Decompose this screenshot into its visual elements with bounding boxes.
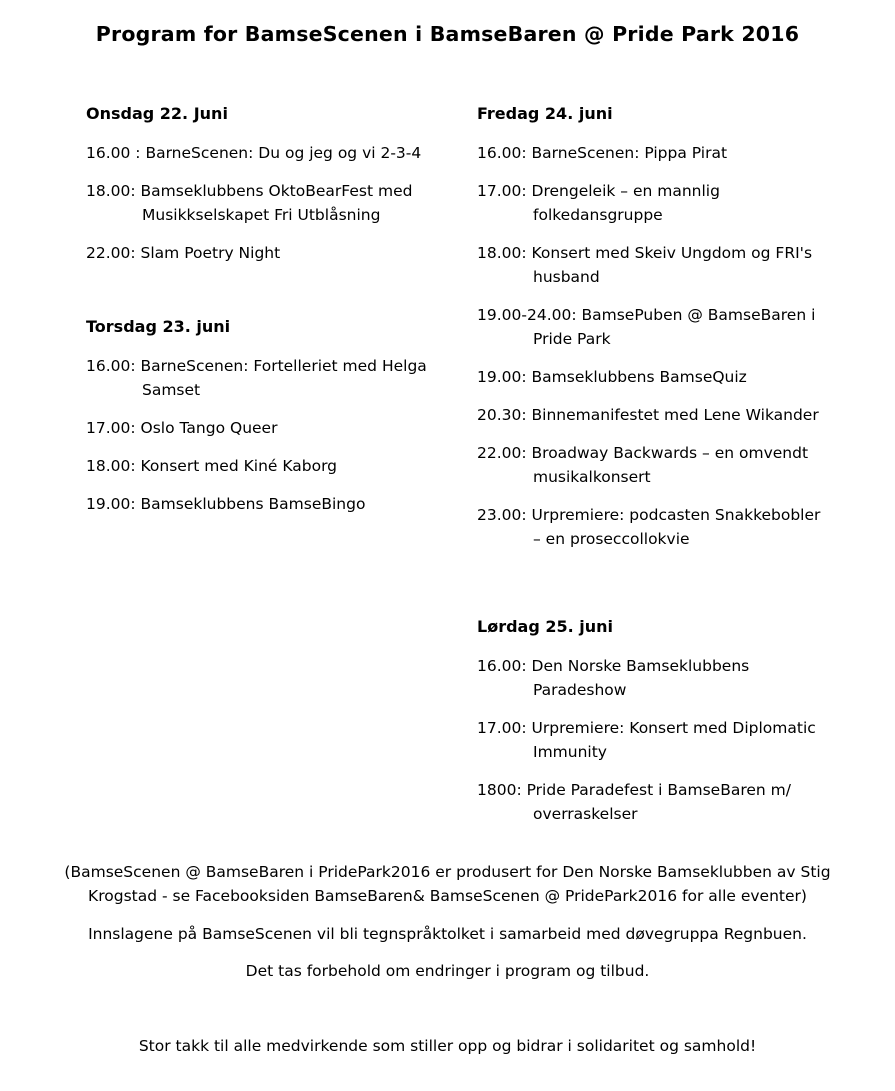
program-item: 18.00: Bamseklubbens OktoBearFest med Musikkselskapet Fri Utblåsning bbox=[86, 182, 413, 224]
day-thursday bbox=[86, 316, 486, 516]
program-item: 20.30: Binnemanifestet med Lene Wikander bbox=[477, 406, 819, 424]
day-heading: Onsdag 22. Juni bbox=[86, 104, 228, 123]
program-item: 19.00: Bamseklubbens BamseQuiz bbox=[477, 368, 747, 386]
program-item: 16.00: BarneScenen: Pippa Pirat bbox=[477, 144, 728, 162]
program-item: 17.00: Oslo Tango Queer bbox=[86, 419, 278, 437]
thanks-note: Stor takk til alle medvirkende som stiller opp og bidrar i solidaritet og samhold! bbox=[138, 1037, 757, 1055]
right-column bbox=[477, 103, 822, 840]
program-item: 23.00: Urpremiere: podcasten Snakkebobler – en proseccollokvie bbox=[477, 506, 821, 548]
program-item: 16.00: BarneScenen: Fortelleriet med Helga Samset bbox=[86, 357, 427, 399]
program-item: 16.00 : BarneScenen: Du og jeg og vi 2-3-4 bbox=[86, 144, 422, 162]
program-item: 17.00: Urpremiere: Konsert med Diplomatic Immunity bbox=[477, 719, 816, 761]
day-saturday bbox=[477, 616, 822, 826]
program-item: 22.00: Slam Poetry Night bbox=[86, 244, 281, 262]
program-item: 19.00-24.00: BamsePuben @ BamseBaren i Pride Park bbox=[477, 306, 816, 348]
disclaimer: Det tas forbehold om endringer i program og tilbud. bbox=[245, 962, 650, 980]
program-item: 18.00: Konsert med Kiné Kaborg bbox=[86, 457, 338, 475]
page-title: Program for BamseScenen i BamseBaren @ Pride Park 2016 bbox=[95, 22, 800, 46]
program-item: 17.00: Drengeleik – en mannlig folkedansgruppe bbox=[477, 182, 720, 224]
day-friday bbox=[477, 103, 822, 551]
program-item: 22.00: Broadway Backwards – en omvendt musikalkonsert bbox=[477, 444, 809, 486]
program-item: 1800: Pride Paradefest i BamseBaren m/ overraskelser bbox=[477, 781, 791, 823]
program-item: 18.00: Konsert med Skeiv Ungdom og FRI's husband bbox=[477, 244, 813, 286]
left-column bbox=[86, 103, 486, 530]
day-heading: Torsdag 23. juni bbox=[86, 317, 231, 336]
day-wednesday bbox=[86, 103, 486, 265]
program-item: 16.00: Den Norske Bamseklubbens Paradeshow bbox=[477, 657, 750, 699]
producer-note: (BamseScenen @ BamseBaren i PridePark2016 er produsert for Den Norske Bamseklubben av Stig Krogstad - se Facebooksiden BamseBaren& BamseScenen @ PridePark2016 for alle eventer) bbox=[64, 863, 831, 905]
sign-language-note: Innslagene på BamseScenen vil bli tegnspråktolket i samarbeid med døvegruppa Regnbuen. bbox=[88, 925, 807, 943]
program-item: 19.00: Bamseklubbens BamseBingo bbox=[86, 495, 366, 513]
day-heading: Fredag 24. juni bbox=[477, 104, 613, 123]
day-heading: Lørdag 25. juni bbox=[477, 617, 614, 636]
